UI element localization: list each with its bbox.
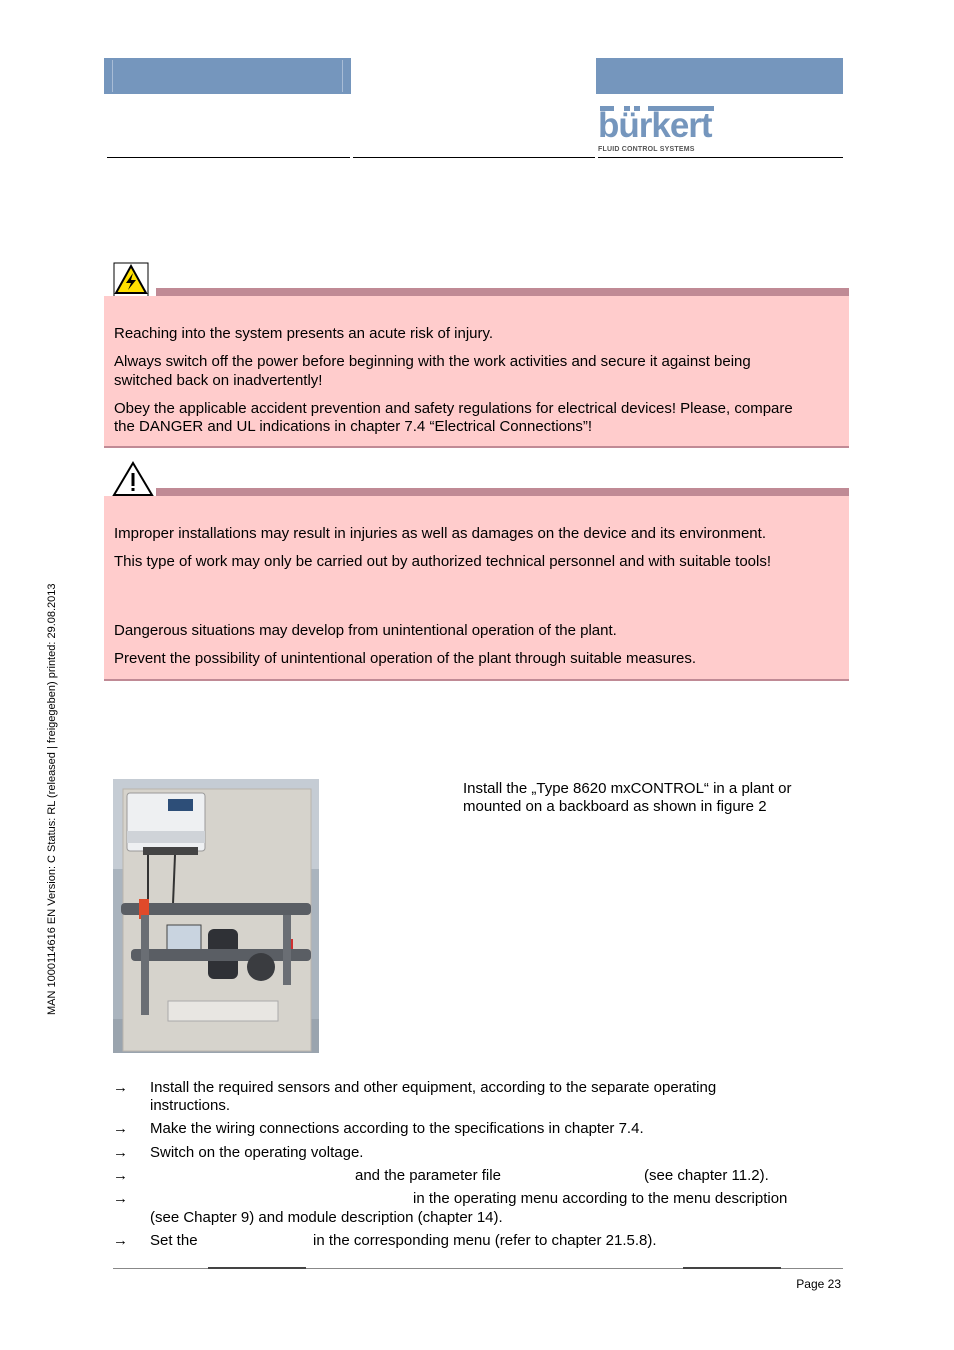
warning-line-3: Dangerous situations may develop from unintentional operation of the plant. xyxy=(114,622,617,639)
danger-header-stripe xyxy=(156,288,849,296)
warning-triangle-icon xyxy=(112,461,154,497)
step-arrow-6: → xyxy=(113,1232,128,1249)
warning-line-1: Improper installations may result in injuries as well as damages on the device and its environment. xyxy=(114,525,766,542)
step-4-part-1: and the parameter file xyxy=(355,1167,501,1184)
danger-line-4: Obey the applicable accident prevention and safety regulations for electrical devices! Please, compare xyxy=(114,400,793,417)
document-side-info: MAN 1000114616 EN Version: C Status: RL (released | freigegeben) printed: 29.08.2013 xyxy=(46,583,58,1015)
danger-box xyxy=(104,296,849,448)
logo-subtitle: FLUID CONTROL SYSTEMS xyxy=(598,146,695,153)
danger-line-2: Always switch off the power before beginning with the work activities and secure it against being xyxy=(114,353,751,370)
device-photo xyxy=(113,779,319,1053)
danger-line-5: the DANGER and UL indications in chapter 7.4 “Electrical Connections”! xyxy=(114,418,593,435)
step-3: Switch on the operating voltage. xyxy=(150,1144,364,1161)
header-rule-right xyxy=(598,157,843,158)
step-5-part-2: (see Chapter 9) and module description (chapter 14). xyxy=(150,1209,503,1226)
header-bar-right xyxy=(596,58,843,94)
step-arrow-3: → xyxy=(113,1144,128,1161)
step-1-line-2: instructions. xyxy=(150,1097,231,1114)
header-rule-left xyxy=(107,157,350,158)
install-text-line-1: Install the „Type 8620 mxCONTROL“ in a plant or xyxy=(463,780,792,797)
footer-rule-segment-left xyxy=(208,1267,306,1269)
header-rule-middle xyxy=(353,157,595,158)
warning-line-2: This type of work may only be carried out by authorized technical personnel and with suitable tools! xyxy=(114,553,772,570)
electrical-hazard-icon xyxy=(113,262,149,298)
warning-line-4: Prevent the possibility of unintentional operation of the plant through suitable measures. xyxy=(114,650,697,667)
step-6-part-2: in the corresponding menu (refer to chapter 21.5.8). xyxy=(313,1232,657,1249)
step-6-part-1: Set the xyxy=(150,1232,198,1249)
step-4-part-2: (see chapter 11.2). xyxy=(644,1167,769,1184)
danger-line-3: switched back on inadvertently! xyxy=(114,372,323,389)
step-arrow-1: → xyxy=(113,1079,128,1096)
step-5-part-1: in the operating menu according to the menu description xyxy=(413,1190,788,1207)
step-2: Make the wiring connections according to the specifications in chapter 7.4. xyxy=(150,1120,644,1137)
step-arrow-4: → xyxy=(113,1167,128,1184)
danger-line-1: Reaching into the system presents an acute risk of injury. xyxy=(114,325,494,342)
step-1-line-1: Install the required sensors and other equipment, according to the separate operating xyxy=(150,1079,717,1096)
header-bar-left xyxy=(104,58,351,94)
step-arrow-2: → xyxy=(113,1120,128,1137)
burkert-logo xyxy=(598,104,716,156)
page-number: Page 23 xyxy=(796,1277,841,1291)
step-arrow-5: → xyxy=(113,1190,128,1207)
warning-box xyxy=(104,496,849,681)
footer-rule-segment-right xyxy=(683,1267,781,1269)
logo-word: bürkert xyxy=(598,106,712,145)
warning-header-stripe xyxy=(156,488,849,496)
install-text-line-2: mounted on a backboard as shown in figure 2 xyxy=(463,798,767,815)
